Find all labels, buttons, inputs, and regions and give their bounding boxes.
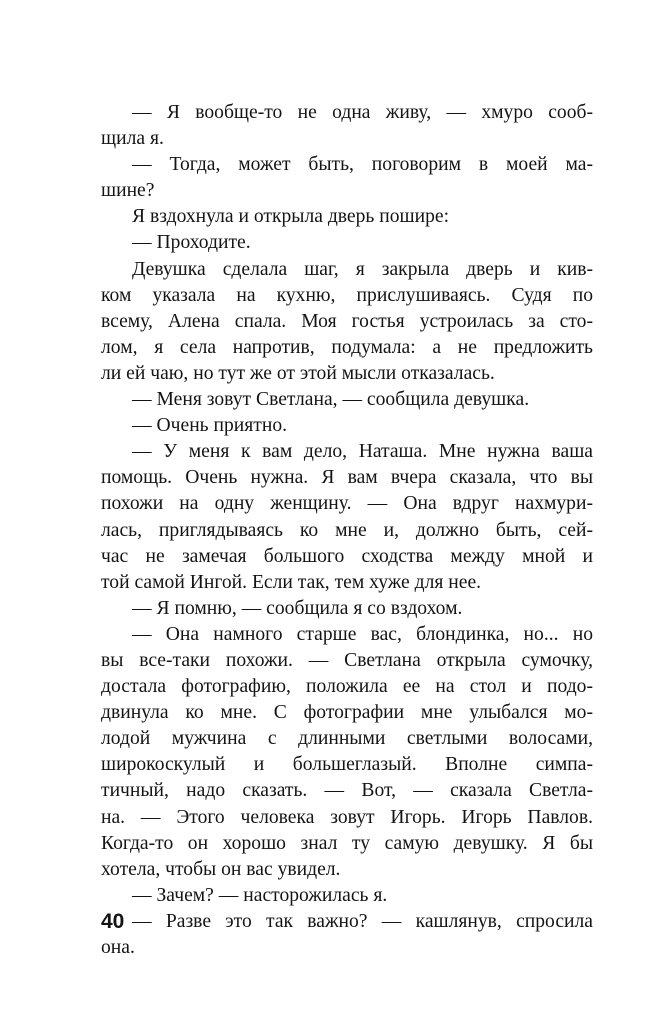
text-line: хотела, чтобы он вас увидел. xyxy=(101,858,341,880)
text-line: — Зачем? — насторожилась я. xyxy=(132,884,388,906)
text-line: ком указала на кухню, прислушиваясь. Судя по xyxy=(101,284,593,306)
text-line: Когда-то он хорошо знал ту самую девушку. Я бы xyxy=(101,832,593,854)
page-number: 40 xyxy=(101,910,125,933)
text-line: ли ей чаю, но тут же от этой мысли отказалась. xyxy=(101,362,495,384)
text-line: щила я. xyxy=(101,128,164,150)
text-line: — У меня к вам дело, Наташа. Мне нужна ваша xyxy=(132,441,593,463)
text-line: помощь. Очень нужна. Я вам вчера сказала, что вы xyxy=(101,467,593,489)
text-line: — Разве это так важно? — кашлянув, спросила xyxy=(132,910,593,932)
text-line: двинула ко мне. С фотографии мне улыбался мо- xyxy=(101,702,593,724)
text-line: она. xyxy=(101,937,135,958)
body-text xyxy=(101,100,593,961)
text-line: тичный, надо сказать. — Вот, — сказала Светла- xyxy=(101,780,593,802)
text-line: вы все-таки похожи. — Светлана открыла сумочку, xyxy=(101,649,593,671)
text-line: — Я помню, — сообщила я со вздохом. xyxy=(132,597,463,619)
text-line: лась, приглядываясь ко мне и, должно быть, сей- xyxy=(101,519,593,541)
text-line: — Она намного старше вас, блондинка, но... но xyxy=(132,623,593,645)
text-line: — Тогда, может быть, поговорим в моей ма- xyxy=(132,154,593,176)
text-line: лодой мужчина с длинными светлыми волосами, xyxy=(101,728,593,750)
text-line: Я вздохнула и открыла дверь пошире: xyxy=(132,206,450,228)
text-line: той самой Ингой. Если так, тем хуже для нее. xyxy=(101,571,482,593)
text-line: достала фотографию, положила ее на стол и подо- xyxy=(101,676,593,698)
text-line: — Очень приятно. xyxy=(132,415,288,437)
text-line: всему, Алена спала. Моя гостья устроилась за сто- xyxy=(101,310,593,332)
text-line: — Проходите. xyxy=(132,232,251,254)
text-line: широкоскулый и большеглазый. Вполне симпа- xyxy=(101,754,593,776)
text-line: лом, я села напротив, подумала: а не предложить xyxy=(101,336,593,358)
text-line: на. — Этого человека зовут Игорь. Игорь Павлов. xyxy=(101,806,593,828)
text-line: похожи на одну женщину. — Она вдруг нахмури- xyxy=(101,493,593,515)
text-line: час не замечая большого сходства между мной и xyxy=(101,545,593,567)
text-line: — Меня зовут Светлана, — сообщила девушка. xyxy=(132,389,530,411)
text-line: шине? xyxy=(101,180,155,202)
text-line: Девушка сделала шаг, я закрыла дверь и кив- xyxy=(132,258,593,280)
text-line: — Я вообще-то не одна живу, — хмуро сооб- xyxy=(132,102,593,123)
